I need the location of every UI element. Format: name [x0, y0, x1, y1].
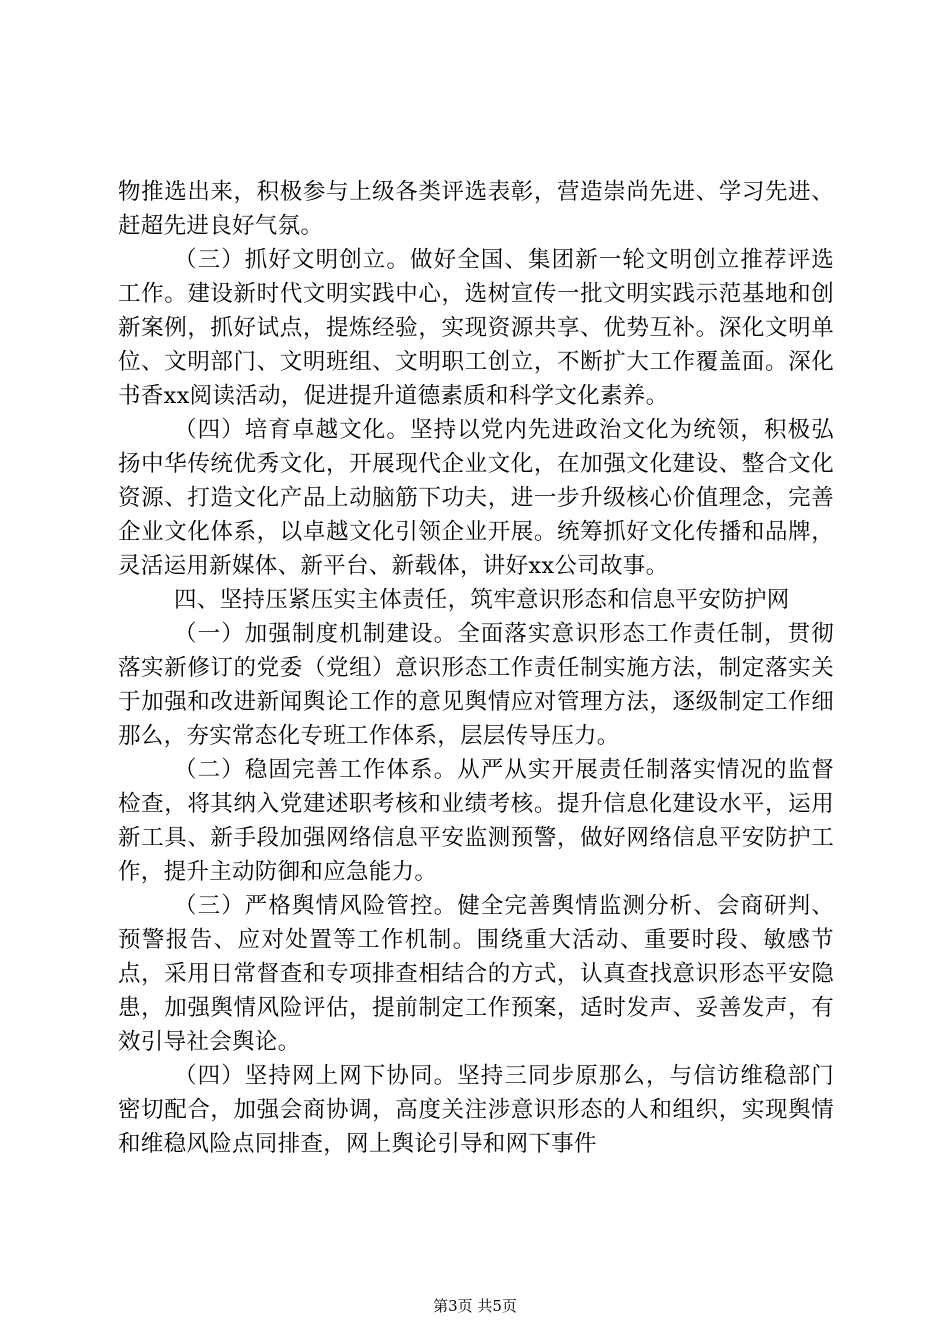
- document-body: [118, 175, 834, 1161]
- paragraph-culture: （四）培育卓越文化。坚持以党内先进政治文化为统领，积极弘扬中华传统优秀文化，开展现代企业文化，在加强文化建设、整合文化资源、打造文化产品上动脑筋下功夫，进一步升级核心价值理念，完善企业文化体系，以卓越文化引领企业开展。统筹抓好文化传播和品牌，灵活运用新媒体、新平台、新载体，讲好xx公司故事。: [118, 417, 834, 579]
- paragraph-continuation: 物推选出来，积极参与上级各类评选表彰，营造崇尚先进、学习先进、赶超先进良好气氛。: [118, 179, 834, 239]
- paragraph-institution: （一）加强制度机制建设。全面落实意识形态工作责任制，贯彻落实新修订的党委（党组）意识形态工作责任制实施方法，制定落实关于加强和改进新闻舆论工作的意见舆情应对管理方法，逐级制定工作细那么，夯实常态化专班工作体系，层层传导压力。: [118, 621, 834, 749]
- page-footer: 第3页 共5页: [433, 1297, 517, 1315]
- section-heading-four: 四、坚持压紧压实主体责任，筑牢意识形态和信息平安防护网: [174, 587, 790, 613]
- paragraph-online-offline: （四）坚持网上网下协同。坚持三同步原那么，与信访维稳部门密切配合，加强会商协调，高度关注涉意识形态的人和组织，实现舆情和维稳风险点同排查，网上舆论引导和网下事件: [118, 1063, 834, 1157]
- paragraph-civilization: （三）抓好文明创立。做好全国、集团新一轮文明创立推荐评选工作。建设新时代文明实践中心，选树宣传一批文明实践示范基地和创新案例，抓好试点，提炼经验，实现资源共享、优势互补。深化文明单位、文明部门、文明班组、文明职工创立，不断扩大工作覆盖面。深化书香xx阅读活动，促进提升道德素质和科学文化素养。: [118, 247, 834, 409]
- paragraph-work-system: （二）稳固完善工作体系。从严从实开展责任制落实情况的监督检查，将其纳入党建述职考核和业绩考核。提升信息化建设水平，运用新工具、新手段加强网络信息平安监测预警，做好网络信息平安防护工作，提升主动防御和应急能力。: [118, 757, 834, 885]
- paragraph-risk-control: （三）严格舆情风险管控。健全完善舆情监测分析、会商研判、预警报告、应对处置等工作机制。围绕重大活动、重要时段、敏感节点，采用日常督查和专项排查相结合的方式，认真查找意识形态平安隐患，加强舆情风险评估，提前制定工作预案，适时发声、妥善发声，有效引导社会舆论。: [118, 893, 834, 1055]
